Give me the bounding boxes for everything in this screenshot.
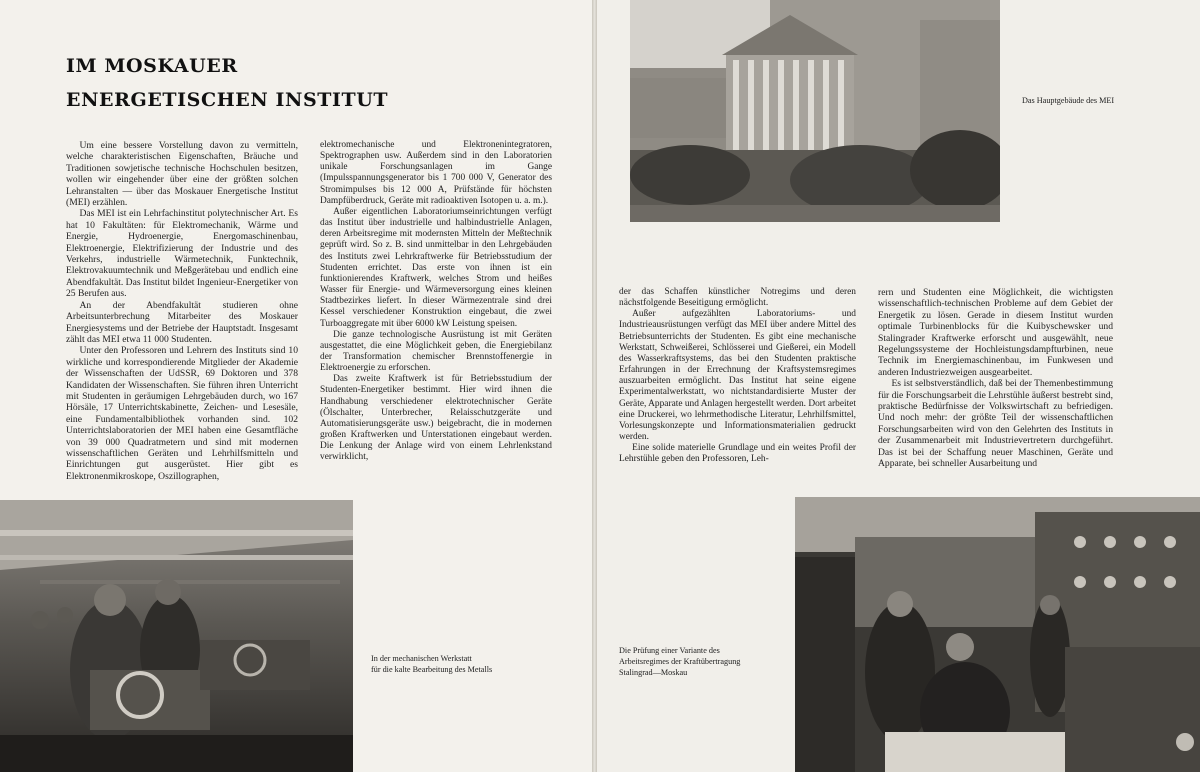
text-column-right-2 <box>878 287 1113 470</box>
workshop-photo <box>0 500 353 772</box>
paragraph: Das MEI ist ein Lehrfachinstitut polytechnischer Art. Es hat 10 Fakultäten: für Elektromechanik, Wärme und Energie, Hydroenergie, Energomaschinenbau, Elektroenergie, Elektrifizierung der Industrie und des Verkehrs, industrielle Wärmetechnik, Funktechnik, Elektrovakuumtechnik und Meßgerätebau und endlich eine Abendfakultät. Das Institut bildet Ingenieur-Energetiker von 25 Berufen aus. <box>66 208 298 300</box>
caption-line: Arbeitsregimes der Kraftübertragung <box>619 657 741 666</box>
caption-line: Stalingrad—Moskau <box>619 668 688 677</box>
building-caption: Das Hauptgebäude des MEI <box>1022 96 1115 105</box>
paragraph: Es ist selbstverständlich, daß bei der Themenbestimmung für die Forschungsarbeit die Lehrstühle äußerst bestrebt sind, praktische Bedürfnisse der Volkswirtschaft zu befriedigen. Und noch mehr: der größte Teil der wissenschaftlichen Forschungsarbeiten wird von den Gelehrten des Instituts in der Zusammenarbeit mit Industrievertretern durchgeführt. Das ist bei der Schaffung neuer Maschinen, Geräte und Apparate, bei schneller Ausarbeitung und <box>878 378 1113 470</box>
article-title-line1: IM MOSKAUER <box>66 55 238 77</box>
paragraph: der das Schaffen künstlicher Notregims und deren nächstfolgende Beseitigung ermöglicht. <box>619 287 856 309</box>
paragraph: Das zweite Kraftwerk ist für Betriebsstudium der Studenten-Energetiker bestimmt. Hier wird ihnen die Handhabung verschiedener elektrotechnischer Geräte (Ölschalter, Unterbrecher, Relaisschutzgeräte und Automatisierungsgeräte usw.) beigebracht, die in modernen großen Kraftwerken und Unterstationen eingebaut werden. Die Lenkung der Anlage wird von einem Lehrlenkstand verwirklicht, <box>320 374 552 463</box>
paragraph: Außer aufgezählten Laboratoriums- und Industrieausrüstungen verfügt das MEI über andere Mittel des Betriebsunterrichts der Studenten. Es gibt eine mechanische Werkstatt, Schweißerei, Schlösserei und Gießerei, ein Modell des Wasserkraftsystems, das bei den Studenten praktische Erfahrungen in der Errechnung der Kraftsystemsregimes auszuarbeiten ermöglicht. Das Institut hat seine eigene Experimentalwerkstatt, wo nichtstandardisierte Muster der Geräte, Apparate und Anlagen hergestellt werden. Dort arbeitet eine Druckerei, wo lehrmethodische Literatur, Lehrhilfsmittel, Vorlesungskonzepte und Informationsmaterialien gedruckt werden. <box>619 309 856 443</box>
control-room-photo <box>795 497 1200 772</box>
paragraph: An der Abendfakultät studieren ohne Arbeitsunterbrechung Mitarbeiter des Moskauer Energiesystems und der Betriebe der Hauptstadt. Insgesamt zählt das MEI etwa 11 000 Studenten. <box>66 299 298 345</box>
caption-line: In der mechanischen Werkstatt <box>371 654 472 663</box>
text-column-right-1 <box>619 287 856 466</box>
paragraph: Unter den Professoren und Lehrern des Instituts sind 10 wirkliche und korrespondierende Mitglieder der Akademie der Wissenschaften der UdSSR, 69 Doktoren und 378 Kandidaten der Wissenschaften. Sie führen ihren Unterricht mit Studenten in geräumigen Lehrgebäuden durch, wo 167 Hörsäle, 17 Unterrichtskabinette, Zeichen- und Lesesäle, eine Fundamentalbibliothek vorhanden sind. 102 Unterrichtslaboratorien der MEI haben eine Gesamtfläche von 39 000 Quadratmetern und sind mit modernen wissenschaftlichen Geräten und Lehrhilfsmitteln und Einrichtungen gut ausgerüstet. Hier gibt es Elektronenmikroskope, Oszillographen, <box>66 345 298 482</box>
paragraph: Außer eigentlichen Laboratoriumseinrichtungen verfügt das Institut über industrielle und halbindustrielle Anlagen, deren Arbeitsregime mit modernsten Mitteln der Meßtechnik geprüft wird. So z. B. sind unmittelbar in den Lehrgebäuden des Instituts zwei Lehrkraftwerke für Betriebsstudium der Studenten errichtet. Das erste von ihnen ist ein funktionierendes Kraftwerk, welches Strom und heißes Wasser für Energie- und Wärmeversorgung eines kleinen Stadtbezirkes liefert. In dieser Wärmezentrale sind drei Kessel verschiedener Konstruktion eingebaut, die zwei Turboaggregate mit über 6000 kW Leistung speisen. <box>320 206 552 329</box>
caption-line: Die Prüfung einer Variante des <box>619 646 720 655</box>
paragraph: Um eine bessere Vorstellung davon zu vermitteln, welche charakteristischen Eigenschaften, Bräuche und Traditionen sowjetische technische Hochschulen besitzen, wollen wir eingehender über eine der größten solchen Lehranstalten — über das Moskauer Energetische Institut (MEI) erzählen. <box>66 140 298 209</box>
building-photo <box>630 0 1000 222</box>
workshop-caption <box>371 653 492 675</box>
text-column-left-1 <box>66 140 298 482</box>
right-page <box>597 0 1200 772</box>
control-caption <box>619 645 740 678</box>
paragraph: Die ganze technologische Ausrüstung ist mit Geräten ausgestattet, die eine Möglichkeit geben, die Energiebilanz der Transformation chemischer Brennstoffenergie in Elektroenergie zu erforschen. <box>320 329 552 374</box>
article-title-line2: ENERGETISCHEN INSTITUT <box>66 89 389 111</box>
text-column-left-2 <box>320 140 552 464</box>
left-page <box>0 0 592 772</box>
paragraph: Eine solide materielle Grundlage und ein weites Profil der Lehrstühle geben den Professoren, Leh- <box>619 443 856 465</box>
paragraph: elektromechanische und Elektronenintegratoren, Spektrographen usw. Außerdem sind in den Laboratorien unikale Forschungsanlagen im Gange (Impulsspannungsgenerator bis 1 700 000 V, Generator des Stromimpulses bis 12 000 A, Prüfstände für höchsten Dampfüberdruck, Geräte mit radioaktiven Isotopen u. a. m.). <box>320 140 552 206</box>
caption-line: für die kalte Bearbeitung des Metalls <box>371 665 493 674</box>
paragraph: rern und Studenten eine Möglichkeit, die wichtigsten wissenschaftlich-technischen Probleme auf dem Gebiet der Energetik zu lösen. Gerade in diesem Institut wurden optimale Turbinenblocks für die Kuibyschewsker und Stalingrader Kraftwerke erforscht und ausgewählt, neue Regelungssysteme der Hochleistungsdampfturbinen, neue Technik im Energiemaschinenbau, im Funkwesen und anderen Industriezweigen ausgearbeitet. <box>878 287 1113 378</box>
